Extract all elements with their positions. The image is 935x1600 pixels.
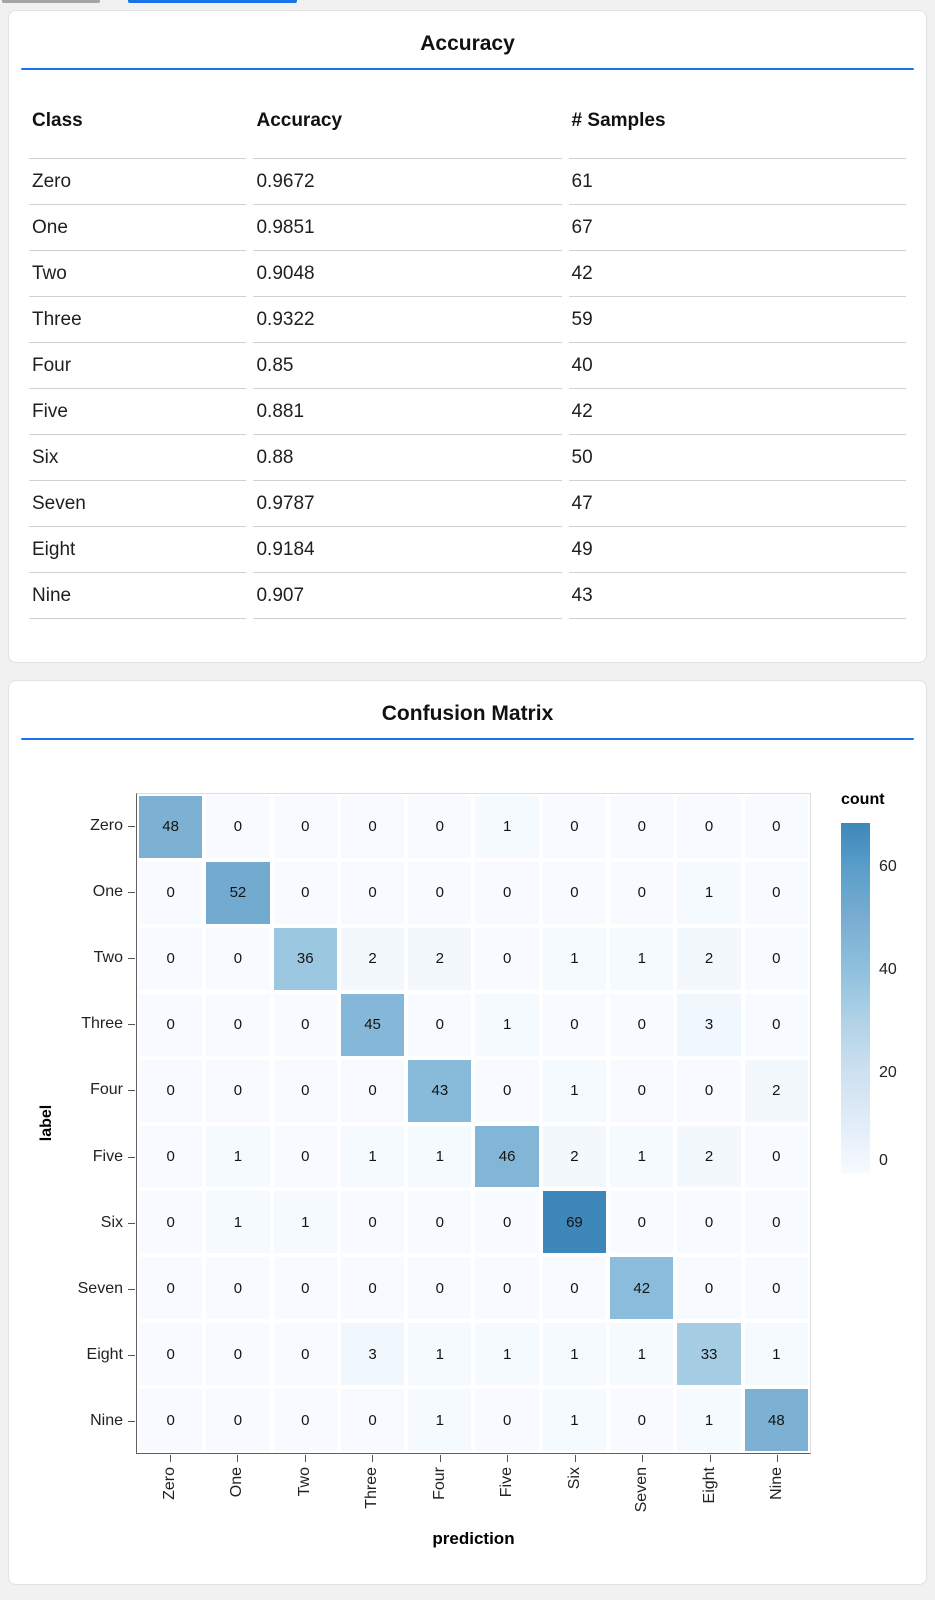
heatmap-cell: 1 [543,1323,606,1385]
tab-bar [0,0,935,4]
table-cell: 0.9672 [253,159,561,205]
table-cell: 50 [569,435,906,481]
heatmap-cell: 0 [745,1191,808,1253]
x-axis-label: Zero [161,1467,178,1500]
x-axis-tick [575,1455,576,1462]
table-cell: Nine [29,573,246,619]
heatmap-cell: 1 [408,1389,471,1451]
table-cell: 0.9322 [253,297,561,343]
heatmap-cell: 36 [274,928,337,990]
y-axis-tick [128,1223,135,1224]
heatmap-cell: 3 [341,1323,404,1385]
table-cell: 0.9048 [253,251,561,297]
table-cell: 42 [569,251,906,297]
table-cell: Five [29,389,246,435]
y-axis-label: Nine [90,1412,123,1429]
heatmap-cell: 48 [745,1389,808,1451]
table-header-accuracy: Accuracy [253,70,561,159]
heatmap-cell: 0 [274,862,337,924]
heatmap-cell: 0 [745,994,808,1056]
heatmap-cell: 0 [677,1257,740,1319]
heatmap-cell: 1 [677,1389,740,1451]
heatmap-cell: 0 [745,1126,808,1188]
heatmap-cell: 0 [341,1257,404,1319]
heatmap-cell: 1 [745,1323,808,1385]
table-row [29,297,906,343]
table-cell: 47 [569,481,906,527]
x-axis-label: Eight [701,1467,718,1504]
heatmap-cell: 0 [475,862,538,924]
table-cell: 0.881 [253,389,561,435]
heatmap-cell: 0 [206,994,269,1056]
heatmap-cell: 0 [543,862,606,924]
heatmap-cell: 1 [475,1323,538,1385]
heatmap-cell: 0 [206,1389,269,1451]
table-cell: One [29,205,246,251]
heatmap-cell: 0 [206,928,269,990]
heatmap-cell: 1 [543,1389,606,1451]
heatmap-cell: 0 [139,1126,202,1188]
accuracy-card [8,10,927,663]
x-axis-label: Nine [768,1467,785,1500]
y-axis-label: Eight [86,1346,123,1363]
x-axis-tick [507,1455,508,1462]
heatmap-cell: 1 [610,1323,673,1385]
table-row [29,389,906,435]
heatmap-cell: 0 [610,1060,673,1122]
heatmap-cell: 0 [206,1060,269,1122]
y-axis-tick [128,892,135,893]
heatmap-cell: 0 [408,796,471,858]
table-cell: 40 [569,343,906,389]
legend-tick-label: 20 [879,1064,897,1081]
table-cell: 49 [569,527,906,573]
table-cell: 61 [569,159,906,205]
y-axis-title: label [38,1104,55,1142]
x-axis-label: Three [363,1467,380,1509]
x-axis-label: One [228,1467,245,1498]
y-axis-label: Two [93,949,123,966]
heatmap-plot-area [136,793,811,1454]
heatmap-cell: 0 [408,1191,471,1253]
y-axis-label: Five [92,1148,123,1165]
table-cell: 0.85 [253,343,561,389]
heatmap-cell: 1 [610,928,673,990]
table-cell: Seven [29,481,246,527]
x-axis-title: prediction [432,1529,515,1548]
x-axis-tick [237,1455,238,1462]
heatmap-cell: 1 [408,1323,471,1385]
heatmap-cell: 0 [139,1257,202,1319]
y-axis-tick [128,1157,135,1158]
heatmap-cell: 0 [139,862,202,924]
x-axis-tick [372,1455,373,1462]
y-axis-label: Seven [77,1280,123,1297]
heatmap-cell: 0 [274,1257,337,1319]
table-row [29,573,906,619]
table-row [29,205,906,251]
table-header-samples: # Samples [569,70,906,159]
heatmap-cell: 0 [341,1389,404,1451]
tab-indicator-inactive[interactable] [2,0,100,3]
table-row [29,159,906,205]
table-row [29,251,906,297]
table-cell: 67 [569,205,906,251]
y-axis-tick [128,1355,135,1356]
heatmap-cell: 1 [206,1191,269,1253]
heatmap-cell: 0 [543,796,606,858]
heatmap-cell: 2 [341,928,404,990]
accuracy-table-wrap [22,70,913,619]
y-axis-label: Three [81,1015,123,1032]
heatmap-cell: 1 [543,1060,606,1122]
y-axis-tick [128,826,135,827]
heatmap-cell: 48 [139,796,202,858]
x-axis-label: Seven [633,1467,650,1513]
heatmap-cell: 0 [677,796,740,858]
heatmap-cell: 0 [274,1060,337,1122]
confusion-matrix-card [8,680,927,1585]
table-header-class: Class [29,70,246,159]
heatmap-cell: 2 [677,1126,740,1188]
heatmap-cell: 1 [475,994,538,1056]
confusion-heatmap [9,681,926,1584]
x-axis-tick [305,1455,306,1462]
heatmap-cell: 0 [274,1389,337,1451]
heatmap-cell: 0 [206,796,269,858]
heatmap-cell: 1 [341,1126,404,1188]
heatmap-cell: 0 [274,1126,337,1188]
heatmap-cell: 0 [475,1191,538,1253]
table-cell: 0.9184 [253,527,561,573]
table-cell: 0.88 [253,435,561,481]
tab-indicator-active[interactable] [128,0,297,3]
y-axis-tick [128,1090,135,1091]
table-cell: Three [29,297,246,343]
y-axis-tick [128,958,135,959]
heatmap-cell: 0 [543,994,606,1056]
legend-tick-label: 0 [879,1152,888,1169]
heatmap-cell: 0 [677,1191,740,1253]
table-cell: 0.907 [253,573,561,619]
heatmap-cell: 0 [475,928,538,990]
heatmap-cell: 0 [745,1257,808,1319]
heatmap-cell: 42 [610,1257,673,1319]
heatmap-cell: 0 [139,994,202,1056]
table-header-row [29,70,906,159]
table-cell: Eight [29,527,246,573]
heatmap-cell: 2 [745,1060,808,1122]
heatmap-cell: 0 [408,1257,471,1319]
heatmap-cell: 1 [206,1126,269,1188]
table-cell: Zero [29,159,246,205]
x-axis-tick [170,1455,171,1462]
heatmap-cell: 0 [745,796,808,858]
heatmap-cell: 0 [274,1323,337,1385]
table-cell: 0.9851 [253,205,561,251]
heatmap-cell: 1 [677,862,740,924]
table-cell: Two [29,251,246,297]
heatmap-cell: 1 [610,1126,673,1188]
heatmap-cell: 0 [610,1191,673,1253]
heatmap-cell: 0 [206,1257,269,1319]
heatmap-cell: 0 [408,862,471,924]
heatmap-cell: 0 [341,862,404,924]
heatmap-cell: 0 [610,1389,673,1451]
heatmap-cell: 0 [610,994,673,1056]
x-axis-label: Six [566,1467,583,1490]
heatmap-cell: 0 [408,994,471,1056]
legend-tick-label: 60 [879,858,897,875]
heatmap-cell: 0 [475,1389,538,1451]
y-axis-label: One [92,883,123,900]
y-axis-label: Zero [90,817,123,834]
accuracy-card-title: Accuracy [420,32,515,55]
accuracy-table [22,70,913,619]
heatmap-cell: 1 [274,1191,337,1253]
heatmap-cell: 45 [341,994,404,1056]
table-row [29,481,906,527]
table-cell: 59 [569,297,906,343]
table-cell: 43 [569,573,906,619]
heatmap-cell: 2 [543,1126,606,1188]
heatmap-cell: 0 [206,1323,269,1385]
heatmap-cell: 2 [408,928,471,990]
legend-tick-label: 40 [879,961,897,978]
heatmap-cell: 0 [274,796,337,858]
y-axis-label: Six [100,1214,123,1231]
heatmap-cell: 0 [677,1060,740,1122]
y-axis-tick [128,1421,135,1422]
x-axis-label: Four [431,1467,448,1500]
x-axis-tick [777,1455,778,1462]
x-axis-label: Two [296,1467,313,1497]
heatmap-cell: 0 [475,1060,538,1122]
heatmap-cell: 33 [677,1323,740,1385]
x-axis-label: Five [498,1467,515,1498]
heatmap-cell: 69 [543,1191,606,1253]
heatmap-cell: 2 [677,928,740,990]
heatmap-cell: 0 [610,796,673,858]
y-axis-label: Four [90,1081,123,1098]
heatmap-cell: 0 [341,1191,404,1253]
heatmap-cell: 0 [610,862,673,924]
heatmap-cell: 1 [408,1126,471,1188]
y-axis-tick [128,1289,135,1290]
x-axis-tick [642,1455,643,1462]
table-row [29,435,906,481]
heatmap-cell: 0 [745,862,808,924]
heatmap-cell: 0 [139,1060,202,1122]
table-cell: 0.9787 [253,481,561,527]
legend-gradient [841,823,870,1173]
table-cell: Six [29,435,246,481]
heatmap-cell: 0 [745,928,808,990]
heatmap-cell: 1 [543,928,606,990]
heatmap-cell: 1 [475,796,538,858]
heatmap-cell: 0 [139,1389,202,1451]
y-axis-tick [128,1024,135,1025]
x-axis-tick [440,1455,441,1462]
heatmap-cell: 0 [139,1323,202,1385]
table-cell: 42 [569,389,906,435]
table-row [29,527,906,573]
heatmap-cell: 0 [543,1257,606,1319]
heatmap-cell: 0 [274,994,337,1056]
heatmap-cell: 0 [139,1191,202,1253]
table-cell: Four [29,343,246,389]
heatmap-cell: 46 [475,1126,538,1188]
heatmap-cell: 0 [341,1060,404,1122]
confusion-card-title: Confusion Matrix [381,702,554,725]
heatmap-cell: 0 [139,928,202,990]
heatmap-cell: 43 [408,1060,471,1122]
heatmap-cell: 52 [206,862,269,924]
x-axis-tick [710,1455,711,1462]
heatmap-cell: 0 [341,796,404,858]
heatmap-cell: 0 [475,1257,538,1319]
table-row [29,343,906,389]
legend-title: count [841,791,885,808]
heatmap-cell: 3 [677,994,740,1056]
